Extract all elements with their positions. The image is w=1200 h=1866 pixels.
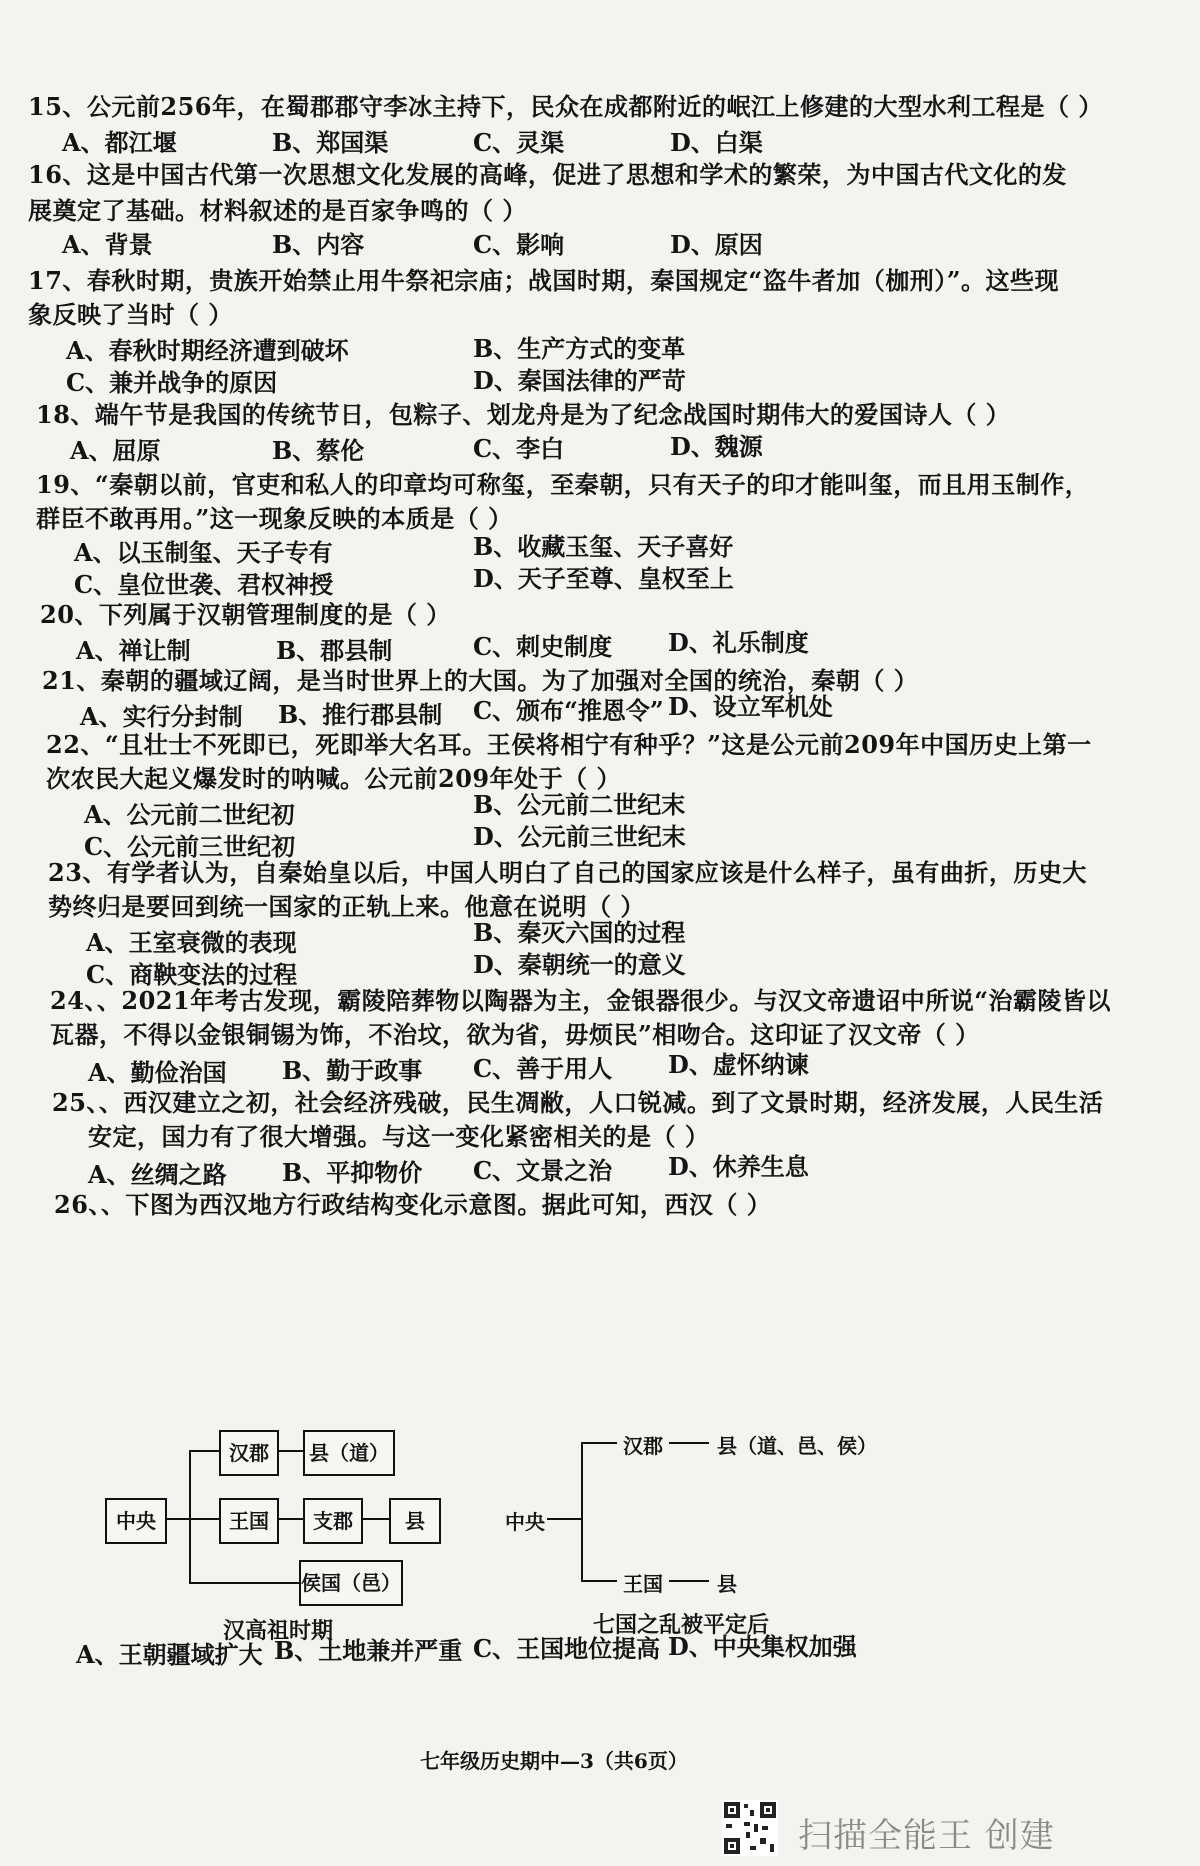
q16-stem-line2: 展奠定了基础。材料叙述的是百家争鸣的（ ） — [28, 196, 527, 225]
q25-option-b: B、平抑物价 — [282, 1158, 423, 1187]
q19-option-a: A、以玉制玺、天子专有 — [74, 538, 333, 567]
q23-stem-line1: 23、有学者认为，自秦始皇以后，中国人明白了自己的国家应该是什么样子，虽有曲折，历史大 — [48, 858, 1087, 887]
q22-option-c: C、公元前三世纪初 — [84, 832, 296, 861]
q24-option-c: C、善于用人 — [473, 1054, 613, 1083]
q25-stem-line2: 安定，国力有了很大增强。与这一变化紧密相关的是（ ） — [88, 1122, 710, 1151]
right-hanjun-sub-label: 县（道、邑、侯） — [717, 1434, 877, 1458]
q16-stem-line1: 16、这是中国古代第一次思想文化发展的高峰，促进了思想和学术的繁荣，为中国古代文化的发 — [28, 160, 1067, 189]
q23-option-c: C、商鞅变法的过程 — [86, 960, 298, 989]
q16-option-b: B、内容 — [272, 230, 365, 259]
q25-option-a: A、丝绸之路 — [88, 1160, 227, 1189]
q16-option-c: C、影响 — [473, 230, 565, 259]
q15-option-a: A、都江堰 — [62, 128, 177, 157]
left-zhijun-connector — [363, 1518, 389, 1520]
q17-stem-line2: 象反映了当时（ ） — [28, 300, 233, 329]
left-branch-houguo — [189, 1582, 299, 1584]
q24-option-a: A、勤俭治国 — [88, 1058, 227, 1087]
left-wangguo-connector — [279, 1518, 303, 1520]
q17-option-b: B、生产方式的变革 — [473, 334, 686, 363]
q26-option-b: B、土地兼并严重 — [274, 1636, 463, 1665]
left-xian-box: 县 — [389, 1498, 441, 1544]
q24-option-b: B、勤于政事 — [282, 1056, 423, 1085]
right-trunk-line — [581, 1442, 583, 1582]
q25-option-c: C、文景之治 — [473, 1156, 613, 1185]
q18-option-a: A、屈原 — [70, 436, 161, 465]
right-central-label: 中央 — [505, 1510, 545, 1534]
q16-option-a: A、背景 — [62, 230, 153, 259]
right-branch-wangguo — [581, 1580, 617, 1582]
q23-option-d: D、秦朝统一的意义 — [473, 950, 686, 979]
right-diagram-caption: 七国之乱被平定后 — [593, 1612, 770, 1638]
q22-stem-line2: 次农民大起义爆发时的呐喊。公元前209年处于（ ） — [46, 764, 621, 793]
left-central-box: 中央 — [105, 1498, 167, 1544]
q15-option-c: C、灵渠 — [473, 128, 565, 157]
q23-option-b: B、秦灭六国的过程 — [473, 918, 686, 947]
right-hanjun-label: 汉郡 — [623, 1434, 663, 1458]
q25-stem-line1: 25、、西汉建立之初，社会经济残破，民生凋敝，人口锐减。到了文景时期，经济发展，人民生活 — [52, 1088, 1104, 1117]
q26-option-c: C、王国地位提高 — [473, 1634, 661, 1663]
q23-option-a: A、王室衰微的表现 — [86, 928, 297, 957]
q26-option-d: D、中央集权加强 — [668, 1632, 857, 1661]
left-branch-hanjun — [189, 1450, 219, 1452]
q21-option-c: C、颁布“推恩令” — [473, 696, 664, 725]
qr-code-icon — [722, 1800, 778, 1856]
q22-option-a: A、公元前二世纪初 — [84, 800, 295, 829]
q18-option-c: C、李白 — [473, 434, 565, 463]
q22-stem-line1: 22、“且壮士不死即已，死即举大名耳。王侯将相宁有种乎？”这是公元前209年中国历史上第一 — [46, 730, 1092, 759]
q24-stem-line2: 瓦器，不得以金银铜锡为饰，不治坟，欲为省，毋烦民”相吻合。这印证了汉文帝（ ） — [50, 1020, 980, 1049]
q18-stem: 18、端午节是我国的传统节日，包粽子、划龙舟是为了纪念战国时期伟大的爱国诗人（ ） — [36, 400, 1011, 429]
admin-structure-diagram — [95, 1430, 1075, 1644]
scanner-watermark: 扫描全能王 创建 — [798, 1816, 1055, 1856]
q20-option-c: C、刺史制度 — [473, 632, 613, 661]
q26-stem: 26、、下图为西汉地方行政结构变化示意图。据此可知，西汉（ ） — [54, 1190, 772, 1219]
q20-option-a: A、禅让制 — [76, 636, 191, 665]
q24-option-d: D、虚怀纳谏 — [668, 1050, 809, 1079]
q17-option-c: C、兼并战争的原因 — [66, 368, 278, 397]
left-zhijun-box: 支郡 — [303, 1498, 363, 1544]
left-trunk-line — [189, 1450, 191, 1584]
left-branch-wangguo — [189, 1518, 219, 1520]
right-hanjun-connector — [669, 1442, 709, 1444]
right-branch-hanjun — [581, 1442, 617, 1444]
q20-option-b: B、郡县制 — [276, 636, 393, 665]
right-wangguo-sub-label: 县 — [717, 1572, 737, 1596]
q16-option-d: D、原因 — [670, 230, 763, 259]
q20-stem: 20、下列属于汉朝管理制度的是（ ） — [40, 600, 451, 629]
left-hanjun-box: 汉郡 — [219, 1430, 279, 1476]
q15-option-d: D、白渠 — [670, 128, 763, 157]
q17-option-d: D、秦国法律的严苛 — [473, 366, 686, 395]
q21-option-b: B、推行郡县制 — [278, 700, 443, 729]
q19-stem-line2: 群臣不敢再用。”这一现象反映的本质是（ ） — [36, 504, 513, 533]
q22-option-d: D、公元前三世纪末 — [473, 822, 686, 851]
left-houguo-box: 侯国（邑） — [299, 1560, 403, 1606]
left-wangguo-box: 王国 — [219, 1498, 279, 1544]
q24-stem-line1: 24、、2021年考古发现，霸陵陪葬物以陶器为主，金银器很少。与汉文帝遗诏中所说“治霸陵皆以 — [50, 986, 1111, 1015]
q17-option-a: A、春秋时期经济遭到破坏 — [66, 336, 349, 365]
left-hanjun-connector — [279, 1450, 303, 1452]
page-footer: 七年级历史期中—3（共6页） — [420, 1749, 688, 1773]
right-center-connector — [547, 1518, 581, 1520]
q19-stem-line1: 19、“秦朝以前，官吏和私人的印章均可称玺，至秦朝，只有天子的印才能叫玺，而且用玉制作， — [36, 470, 1090, 499]
q15-stem: 15、公元前256年，在蜀郡郡守李冰主持下，民众在成都附近的岷江上修建的大型水利工程是（ ） — [28, 92, 1103, 121]
q22-option-b: B、公元前二世纪末 — [473, 790, 686, 819]
q21-option-d: D、设立军机处 — [668, 692, 833, 721]
q17-stem-line1: 17、春秋时期，贵族开始禁止用牛祭祀宗庙；战国时期，秦国规定“盗牛者加（枷刑）”。这些现 — [28, 266, 1060, 295]
q19-option-c: C、皇位世袭、君权神授 — [74, 570, 334, 599]
q18-option-b: B、蔡伦 — [272, 436, 365, 465]
q25-option-d: D、休养生息 — [668, 1152, 809, 1181]
q21-stem: 21、秦朝的疆域辽阔，是当时世界上的大国。为了加强对全国的统治，秦朝（ ） — [42, 666, 919, 695]
q19-option-d: D、天子至尊、皇权至上 — [473, 564, 734, 593]
left-center-connector — [167, 1518, 189, 1520]
q21-option-a: A、实行分封制 — [80, 702, 243, 731]
q26-option-a: A、王朝疆域扩大 — [76, 1640, 263, 1669]
q23-stem-line2: 势终归是要回到统一国家的正轨上来。他意在说明（ ） — [48, 892, 645, 921]
q19-option-b: B、收藏玉玺、天子喜好 — [473, 532, 734, 561]
right-wangguo-label: 王国 — [623, 1572, 663, 1596]
right-wangguo-connector — [669, 1580, 709, 1582]
left-diagram-caption: 汉高祖时期 — [223, 1618, 334, 1644]
q18-option-d: D、魏源 — [670, 432, 763, 461]
q15-option-b: B、郑国渠 — [272, 128, 389, 157]
q20-option-d: D、礼乐制度 — [668, 628, 809, 657]
left-xian-dao-box: 县（道） — [303, 1430, 395, 1476]
